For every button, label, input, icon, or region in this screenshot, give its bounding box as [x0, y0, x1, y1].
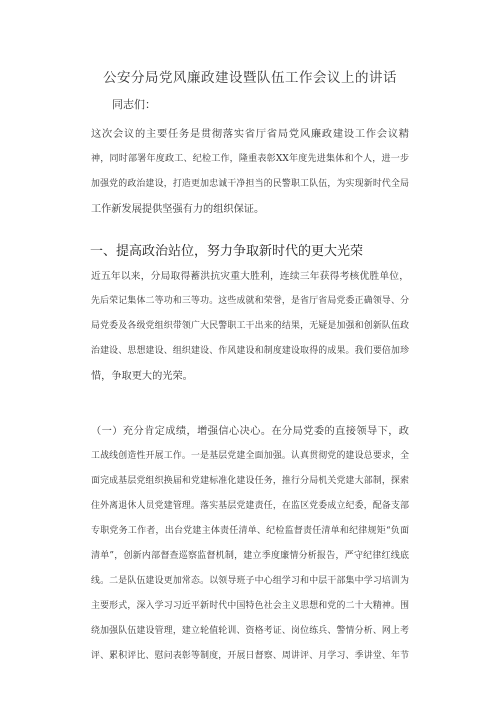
text-line: 评、累积评比、慰问表彰等制度，开展日督察、周讲评、月学习、季讲堂、年节: [91, 651, 409, 661]
text-line: 工作新发展提供坚强有力的组织保证。: [91, 204, 265, 215]
text-line: 近五年以来，分局取得蓄洪抗灾重大胜利，连续三年获得考核优胜单位，: [91, 271, 409, 282]
text-line: 清单”，创新内部督查巡察监督机制，建立季度廉情分析报告，严守纪律红线底: [91, 551, 409, 561]
text-line: 治建设、思想建设、组织建设、作风建设和制度建设取得的成果。我们要倍加珍: [91, 346, 409, 356]
text-line: 局党委及各级党组织带领广大民警职工干出来的结果，无疑是加强和创新队伍政: [91, 321, 409, 331]
text-line: 加强党的政治建设，打造更加忠诚干净担当的民警职工队伍，为实现新时代全局: [91, 179, 409, 189]
text-line: 主要形式，深入学习习近平新时代中国特色社会主义思想和党的二十大精神。围: [91, 601, 409, 611]
text-line: 专职党务工作者，出台党建主体责任清单、纪检监督责任清单和纪律规矩“负面: [91, 526, 409, 536]
paragraph-subsection-1: [91, 419, 409, 669]
text-line: 神，同时部署年度政工、纪检工作，隆重表彰XX年度先进集体和个人，进一步: [91, 154, 409, 164]
text-line: 住外离退休人员党建管理。落实基层党建责任，在监区党委成立纪委，配备支部: [91, 501, 409, 511]
text-line: 工战线创造性开展工作。一是基层党建全面加强。认真贯彻党的建设总要求，全: [91, 451, 409, 461]
section-heading: 一、提高政治站位，努力争取新时代的更大光荣: [90, 244, 364, 259]
paragraph-intro: [91, 122, 409, 222]
text-line: 绕加强队伍建设管理，建立轮值轮训、资格考证、岗位练兵、警情分析、网上考: [91, 626, 409, 636]
text-line: 这次会议的主要任务是贯彻落实省厅省局党风廉政建设工作会议精: [91, 129, 409, 140]
text-line: 惜，争取更大的光荣。: [91, 371, 193, 382]
text-line: 先后荣记集体二等功和三等功。这些成就和荣誉，是省厅省局党委正确领导、分: [91, 296, 409, 306]
salutation: 同志们：: [112, 98, 156, 111]
text-line: 面完成基层党组织换届和党建标准化建设任务，推行分局机关党建大部制，探索: [91, 476, 409, 486]
text-line: 线。二是队伍建设更加常态。以领导班子中心组学习和中层干部集中学习培训为: [91, 576, 409, 586]
document-title: 公安分局党风廉政建设暨队伍工作会议上的讲话: [103, 70, 397, 86]
text-line: （一）充分肯定成绩，增强信心决心。在分局党委的直接领导下，政: [91, 426, 409, 437]
paragraph-achievements: [91, 264, 409, 389]
